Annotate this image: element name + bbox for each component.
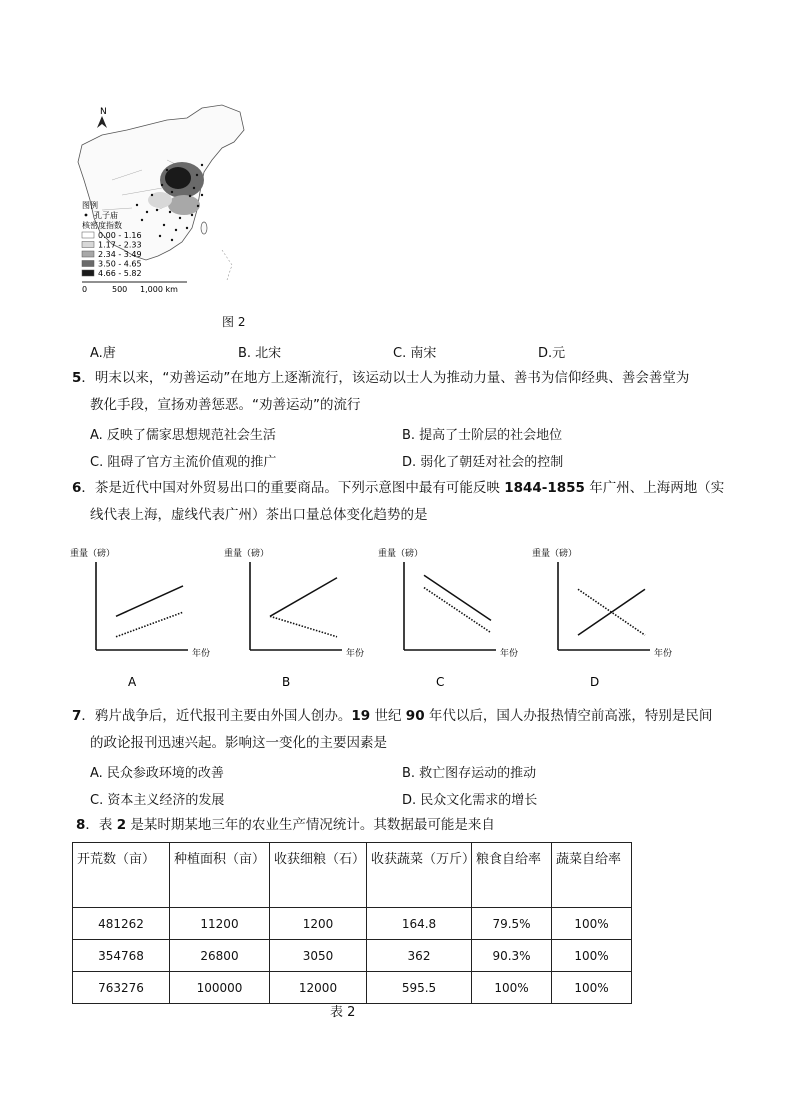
legend-title: 图例 bbox=[82, 201, 98, 210]
table-cell: 79.5% bbox=[472, 908, 552, 940]
table-cell: 11200 bbox=[170, 908, 270, 940]
north-label: N bbox=[100, 107, 107, 117]
legend-density-title: 核密度指数 bbox=[82, 221, 122, 230]
chart-letter-c: C bbox=[436, 675, 445, 689]
china-map-figure bbox=[72, 100, 252, 300]
scale-label-0: 0 bbox=[82, 285, 88, 294]
table-caption: 表 2 bbox=[330, 1005, 356, 1020]
chart-letter-a: A bbox=[128, 675, 137, 689]
q8-number: 8 bbox=[76, 817, 86, 833]
chart-y-label: 重量（磅） bbox=[70, 549, 116, 559]
table-row bbox=[73, 972, 632, 1004]
series-line-shanghai bbox=[424, 575, 491, 620]
table-cell: 100% bbox=[552, 908, 632, 940]
q7-option-c[interactable]: C. 资本主义经济的发展 bbox=[90, 793, 225, 808]
q4-option-b[interactable]: B. 北宋 bbox=[238, 346, 282, 361]
q4-option-d[interactable]: D.元 bbox=[538, 346, 566, 361]
legend-point-icon bbox=[85, 214, 88, 217]
series-line-shanghai bbox=[116, 586, 183, 616]
table-cell: 763276 bbox=[73, 972, 170, 1004]
series-line-guangzhou bbox=[270, 616, 337, 637]
series-line-guangzhou bbox=[424, 588, 491, 633]
header-grain-harvest: 收获细粮（石） bbox=[270, 843, 367, 908]
table-row bbox=[73, 908, 632, 940]
q5-number: 5 bbox=[72, 370, 82, 386]
q6-charts bbox=[60, 540, 700, 695]
chart-d bbox=[532, 547, 672, 689]
table-cell: 481262 bbox=[73, 908, 170, 940]
q6-number: 6 bbox=[72, 480, 82, 496]
q5-option-b[interactable]: B. 提高了士阶层的社会地位 bbox=[402, 428, 563, 443]
table-cell: 3050 bbox=[270, 940, 367, 972]
table-cell: 100% bbox=[552, 940, 632, 972]
chart-letter-b: B bbox=[282, 675, 291, 689]
legend-range-2: 2.34 - 3.49 bbox=[98, 250, 142, 259]
q7-number: 7 bbox=[72, 708, 82, 724]
series-line-shanghai bbox=[270, 578, 337, 617]
legend-swatch-4 bbox=[82, 270, 94, 276]
scale-label-500: 500 bbox=[112, 285, 128, 294]
table-cell: 1200 bbox=[270, 908, 367, 940]
q7-option-a[interactable]: A. 民众参政环境的改善 bbox=[90, 766, 224, 781]
chart-c bbox=[378, 547, 518, 689]
chart-y-label: 重量（磅） bbox=[532, 549, 578, 559]
scale-label-1000: 1,000 km bbox=[140, 285, 178, 294]
table-cell: 12000 bbox=[270, 972, 367, 1004]
legend-swatch-2 bbox=[82, 251, 94, 257]
table-cell: 100000 bbox=[170, 972, 270, 1004]
chart-a bbox=[70, 547, 210, 689]
table-cell: 100% bbox=[552, 972, 632, 1004]
legend-range-0: 0.00 - 1.16 bbox=[98, 231, 142, 240]
q5-option-c[interactable]: C. 阻碍了官方主流价值观的推广 bbox=[90, 455, 277, 470]
q7-stem-line1: 7．鸦片战争后，近代报刊主要由外国人创办。19 世纪 90 年代以后，国人办报热情空前高涨，特别是民间 bbox=[72, 708, 713, 724]
chart-x-label: 年份 bbox=[500, 649, 519, 659]
header-grain-self-sufficiency: 粮食自给率 bbox=[472, 843, 552, 908]
legend-range-4: 4.66 - 5.82 bbox=[98, 269, 142, 278]
q7-stem-line2: 的政论报刊迅速兴起。影响这一变化的主要因素是 bbox=[90, 735, 387, 751]
q8-stem: 8．表 2 是某时期某地三年的农业生产情况统计。其数据最可能是来自 bbox=[76, 817, 495, 833]
chart-x-label: 年份 bbox=[346, 649, 365, 659]
legend-swatch-3 bbox=[82, 261, 94, 267]
q4-option-c[interactable]: C. 南宋 bbox=[393, 346, 437, 361]
q6-stem-line1: 6．茶是近代中国对外贸易出口的重要商品。下列示意图中最有可能反映 1844-1855 年广州、上海两地（实 bbox=[72, 480, 725, 496]
q5-option-a[interactable]: A. 反映了儒家思想规范社会生活 bbox=[90, 428, 276, 443]
header-vegetable-harvest: 收获蔬菜（万斤） bbox=[367, 843, 472, 908]
series-line-guangzhou bbox=[116, 612, 183, 637]
table-2 bbox=[72, 842, 632, 1004]
q6-stem-line2: 线代表上海，虚线代表广州）茶出口量总体变化趋势的是 bbox=[90, 507, 428, 523]
header-reclaimed: 开荒数（亩） bbox=[73, 843, 170, 908]
table-cell: 595.5 bbox=[367, 972, 472, 1004]
chart-b bbox=[224, 547, 364, 689]
q7-option-d[interactable]: D. 民众文化需求的增长 bbox=[402, 793, 538, 808]
legend-range-3: 3.50 - 4.65 bbox=[98, 259, 142, 269]
table-cell: 164.8 bbox=[367, 908, 472, 940]
chart-x-label: 年份 bbox=[654, 649, 673, 659]
chart-letter-d: D bbox=[590, 675, 600, 689]
map-caption: 图 2 bbox=[222, 315, 246, 329]
legend-range-1: 1.17 - 2.33 bbox=[98, 240, 142, 250]
table-cell: 362 bbox=[367, 940, 472, 972]
north-arrow-icon bbox=[97, 116, 107, 128]
q5-option-d[interactable]: D. 弱化了朝廷对社会的控制 bbox=[402, 455, 564, 470]
table-cell: 26800 bbox=[170, 940, 270, 972]
chart-y-label: 重量（磅） bbox=[224, 549, 270, 559]
chart-x-label: 年份 bbox=[192, 649, 211, 659]
legend-swatch-1 bbox=[82, 242, 94, 248]
q5-stem-line1: 5．明末以来，“劝善运动”在地方上逐渐流行，该运动以士人为推动力量、善书为信仰经典、善会善堂为 bbox=[72, 370, 690, 386]
chart-y-label: 重量（磅） bbox=[378, 549, 424, 559]
density-cluster-east bbox=[168, 195, 200, 215]
q4-option-a[interactable]: A.唐 bbox=[90, 346, 116, 361]
header-planted-area: 种植面积（亩） bbox=[170, 843, 270, 908]
table-cell: 354768 bbox=[73, 940, 170, 972]
q7-option-b[interactable]: B. 救亡图存运动的推动 bbox=[402, 766, 537, 781]
table-cell: 90.3% bbox=[472, 940, 552, 972]
table-row bbox=[73, 940, 632, 972]
q5-stem-line2: 教化手段，宣扬劝善惩恶。“劝善运动”的流行 bbox=[90, 397, 361, 413]
legend-swatch-0 bbox=[82, 232, 94, 238]
table-header-row bbox=[73, 843, 632, 908]
legend-point-label: 孔子庙 bbox=[94, 211, 118, 220]
header-vegetable-self-sufficiency: 蔬菜自给率 bbox=[552, 843, 632, 908]
table-cell: 100% bbox=[472, 972, 552, 1004]
